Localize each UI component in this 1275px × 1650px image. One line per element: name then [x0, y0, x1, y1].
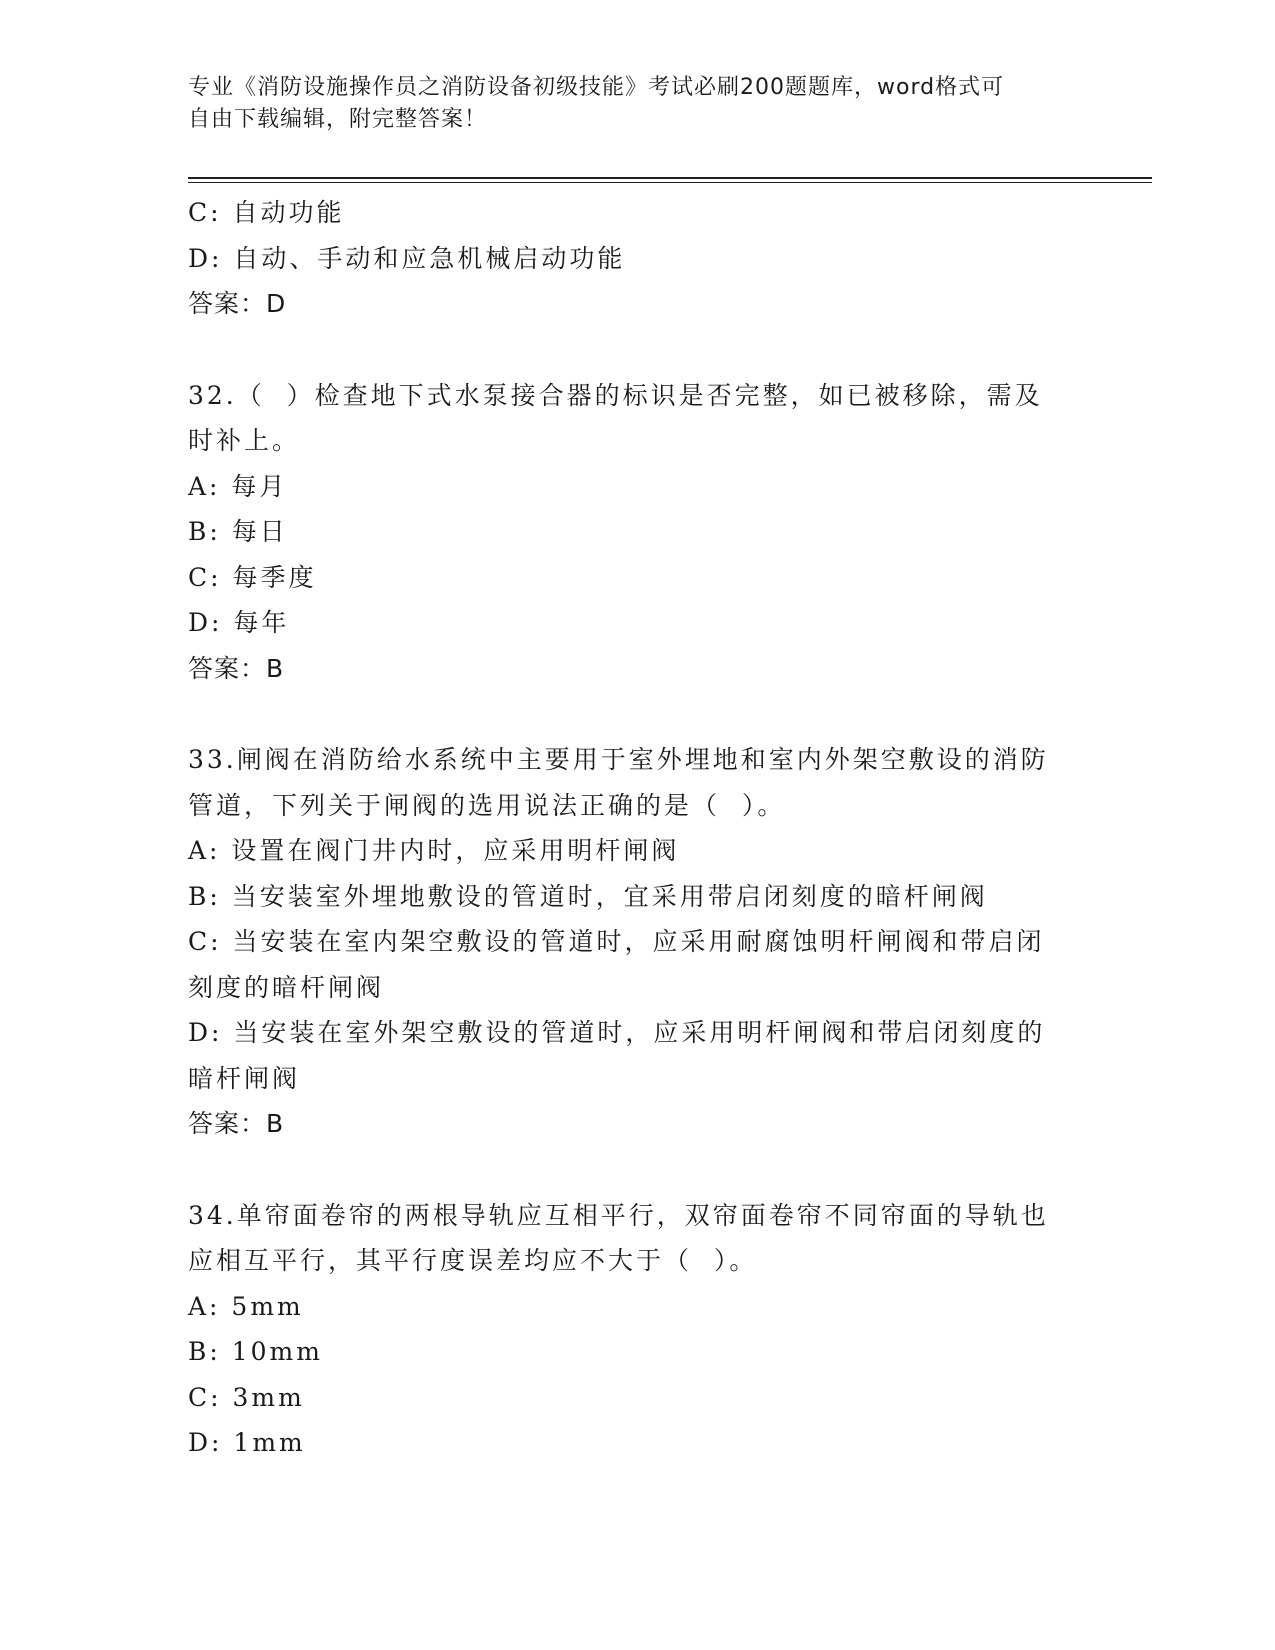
header-divider-thin — [188, 182, 1152, 183]
option-d: D: 自动、手动和应急机械启动功能 — [188, 243, 626, 273]
question-33 — [188, 737, 1088, 1147]
option-d: D: 每年 — [188, 608, 290, 637]
question-stem-cont: 应相互平行，其平行度误差均应不大于（ ）。 — [188, 1246, 758, 1275]
option-a: A: 每月 — [188, 471, 288, 501]
answer-label: 答案：B — [188, 653, 285, 683]
header-line-1: 专业《消防设施操作员之消防设备初级技能》考试必刷200题题库，word格式可 — [188, 75, 1005, 100]
answer-label: 答案：B — [188, 1109, 285, 1138]
answer-label: 答案：D — [188, 289, 287, 318]
option-c-cont: 刻度的暗杆闸阀 — [188, 972, 385, 1002]
question-list — [188, 190, 1088, 1466]
option-d-cont: 暗杆闸阀 — [188, 1063, 301, 1093]
header-divider-thick — [188, 177, 1152, 179]
question-stem-cont: 时补上。 — [188, 426, 301, 455]
option-a: A: 5mm — [188, 1291, 304, 1321]
option-c: C: 3mm — [188, 1382, 305, 1412]
question-34 — [188, 1193, 1088, 1466]
question-stem: 34.单帘面卷帘的两根导轨应互相平行，双帘面卷帘不同帘面的导轨也 — [188, 1200, 1049, 1230]
page-header — [188, 72, 1068, 136]
header-line-2: 自由下载编辑，附完整答案！ — [188, 107, 488, 132]
question-stem-cont: 管道，下列关于闸阀的选用说法正确的是（ ）。 — [188, 790, 786, 820]
option-b: B: 当安装室外埋地敷设的管道时，宜采用带启闭刻度的暗杆闸阀 — [188, 881, 988, 911]
question-stem: 33.闸阀在消防给水系统中主要用于室外埋地和室内外架空敷设的消防 — [188, 745, 1049, 774]
option-d: D: 当安装在室外架空敷设的管道时，应采用明杆闸阀和带启闭刻度的 — [188, 1018, 1046, 1047]
question-32 — [188, 373, 1088, 692]
option-c: C: 每季度 — [188, 562, 317, 592]
option-a: A: 设置在阀门井内时，应采用明杆闸阀 — [188, 836, 680, 865]
option-b: B: 每日 — [188, 517, 288, 546]
option-b: B: 10mm — [188, 1337, 323, 1366]
question-31-tail — [188, 190, 1088, 327]
option-c: C: 当安装在室内架空敷设的管道时，应采用耐腐蚀明杆闸阀和带启闭 — [188, 927, 1045, 956]
question-stem: 32.（ ）检查地下式水泵接合器的标识是否完整，如已被移除，需及 — [188, 380, 1043, 410]
option-c: C: 自动功能 — [188, 198, 345, 227]
option-d: D: 1mm — [188, 1428, 306, 1457]
